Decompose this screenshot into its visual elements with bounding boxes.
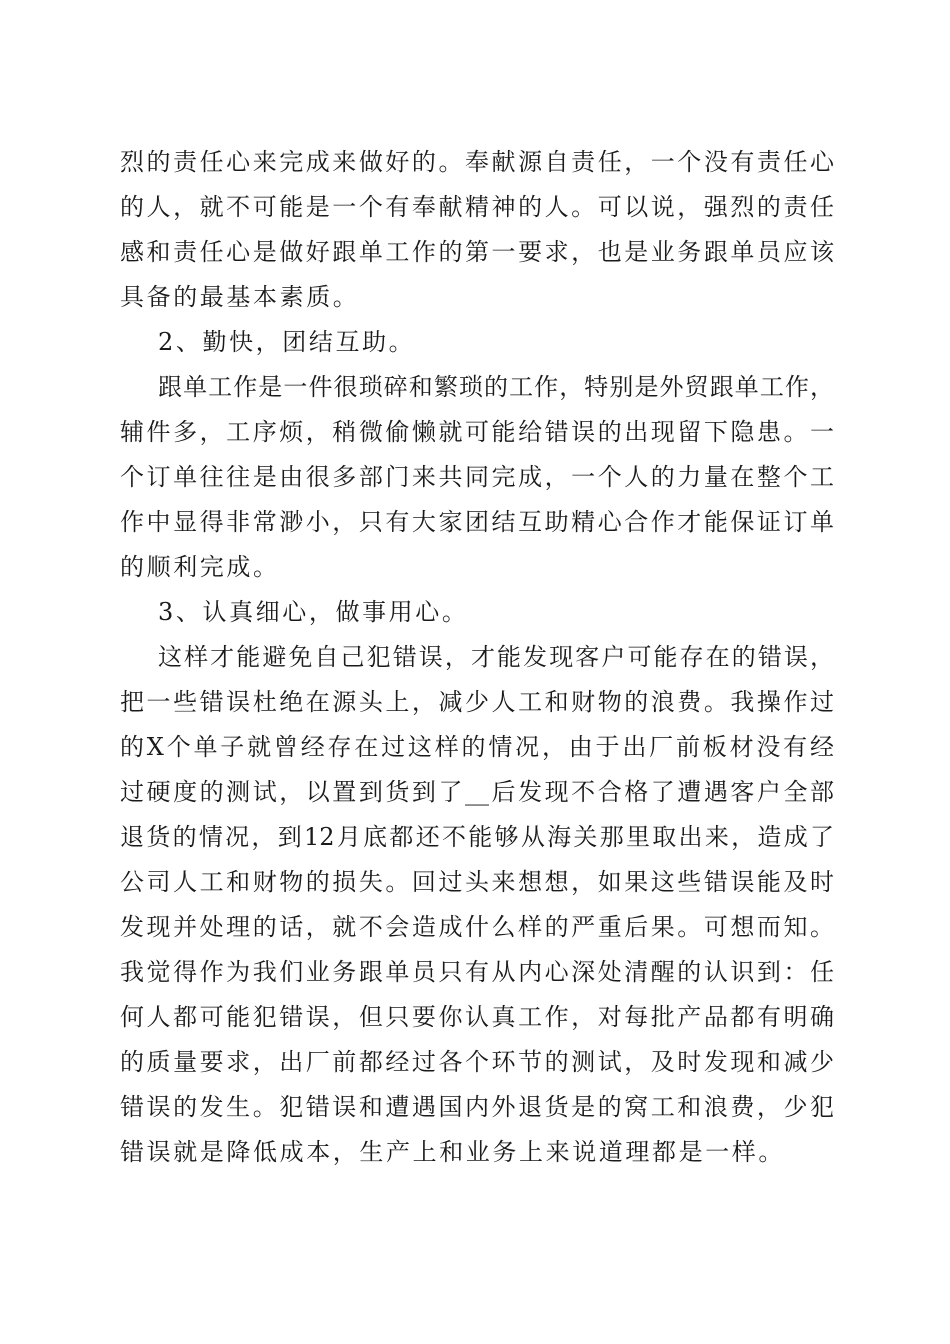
heading-diligence: [120, 320, 834, 365]
text-line: 错误就是降低成本，生产上和业务上来说道理都是一样。: [120, 1138, 785, 1166]
text-line: 跟单工作是一件很琐碎和繁琐的工作，特别是外贸跟单工作，: [158, 373, 834, 401]
text-line: 发现并处理的话，就不会造成什么样的严重后果。可想而知。: [120, 913, 834, 941]
text-line: 的质量要求，出厂前都经过各个环节的测试，及时发现和减少: [120, 1048, 834, 1076]
text-line: 过硬度的测试，以置到货到了__后发现不合格了遭遇客户全部: [120, 778, 834, 806]
text-line: 公司人工和财物的损失。回过头来想想，如果这些错误能及时: [120, 868, 834, 896]
text-line: 辅件多，工序烦，稍微偷懒就可能给错误的出现留下隐患。一: [120, 418, 834, 446]
text-line: 我觉得作为我们业务跟单员只有从内心深处清醒的认识到：任: [120, 958, 834, 986]
text-line: 感和责任心是做好跟单工作的第一要求，也是业务跟单员应该: [120, 238, 834, 266]
text-line: 的顺利完成。: [120, 553, 280, 581]
document-page: [120, 140, 834, 1175]
text-line: 这样才能避免自己犯错误，才能发现客户可能存在的错误，: [158, 643, 834, 671]
text-line: 烈的责任心来完成来做好的。奉献源自责任，一个没有责任心: [120, 148, 834, 176]
text-line: 把一些错误杜绝在源头上，减少人工和财物的浪费。我操作过: [120, 688, 834, 716]
text-line: 退货的情况，到12月底都还不能够从海关那里取出来，造成了: [120, 823, 834, 851]
paragraph-responsibility: [120, 140, 834, 320]
heading-carefulness: [120, 590, 834, 635]
paragraph-teamwork: [120, 365, 834, 590]
text-line: 何人都可能犯错误，但只要你认真工作，对每批产品都有明确: [120, 1003, 834, 1031]
section-heading: 3、认真细心，做事用心。: [158, 598, 469, 626]
paragraph-avoid-errors: [120, 635, 834, 1175]
text-line: 的人，就不可能是一个有奉献精神的人。可以说，强烈的责任: [120, 193, 834, 221]
text-line: 具备的最基本素质。: [120, 283, 360, 311]
text-line: 错误的发生。犯错误和遭遇国内外退货是的窝工和浪费，少犯: [120, 1093, 834, 1121]
section-heading: 2、勤快，团结互助。: [158, 328, 416, 356]
text-line: 的X个单子就曾经存在过这样的情况，由于出厂前板材没有经: [120, 733, 834, 761]
text-line: 作中显得非常渺小，只有大家团结互助精心合作才能保证订单: [120, 508, 834, 536]
text-line: 个订单往往是由很多部门来共同完成，一个人的力量在整个工: [120, 463, 834, 491]
